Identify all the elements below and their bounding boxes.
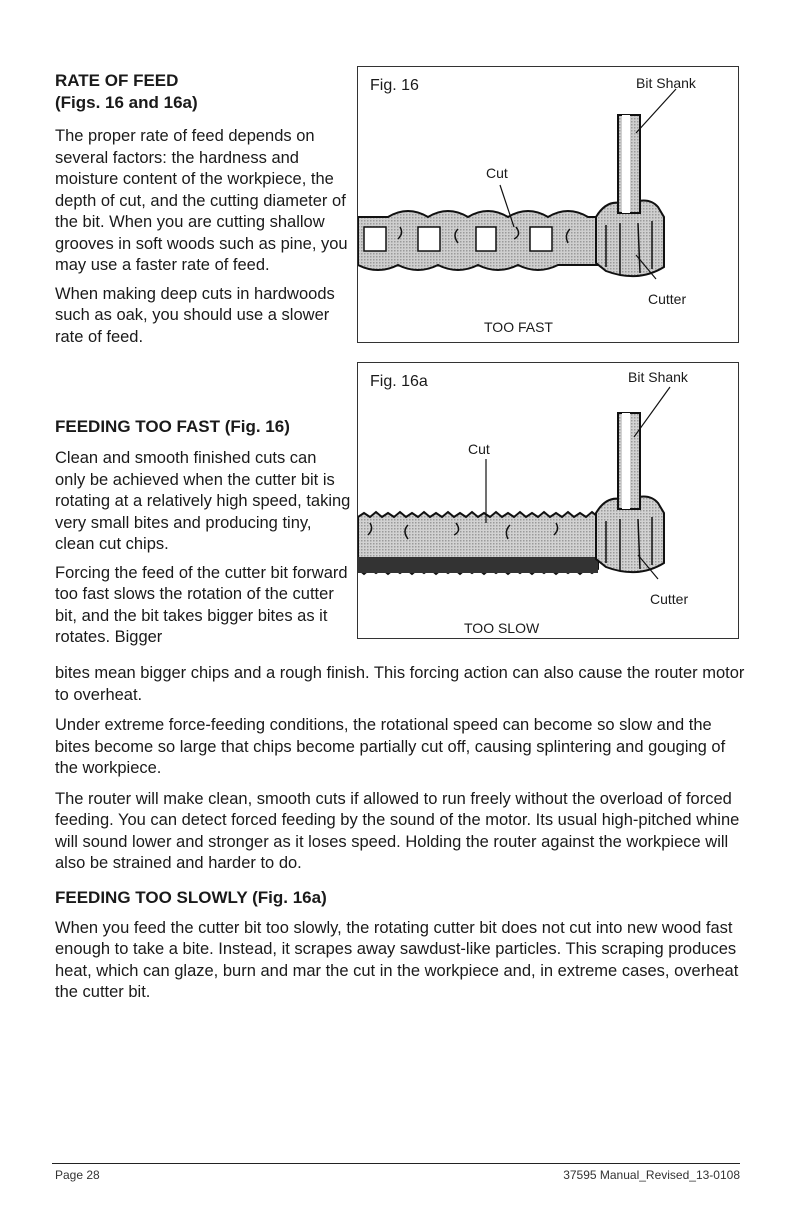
footer-page-number: Page 28 (55, 1168, 100, 1182)
footer-document-id: 37595 Manual_Revised_13-0108 (563, 1168, 740, 1182)
too-fast-heading: FEEDING TOO FAST (Fig. 16) (55, 417, 290, 436)
rate-of-feed-para-1: The proper rate of feed depends on several factors: the hardness and moisture content of the workpiece, the depth of cut, and the cutting diameter of the bit. When you are cutting shallow grooves in soft woods such as pine, you may use a faster rate of feed. (55, 127, 348, 274)
too-slow-para-1: When you feed the cutter bit too slowly, the rotating cutter bit does not cut into new wood fast enough to take a bite. Instead, it scrapes away sawdust-like particles. This scraping produces heat, which can glaze, burn and mar the cut in the workpiece and, in extreme cases, overheat the cutter bit. (55, 918, 739, 1001)
full-width-body (55, 663, 745, 1004)
too-fast-para-3: Under extreme force-feeding conditions, the rotational speed can become so slow and the bites become so large that chips become partially cut off, causing splintering and gouging of the workpiece. (55, 716, 726, 777)
figure-16-cutter-label: Cutter (648, 291, 687, 307)
figure-16-caption: TOO FAST (484, 319, 553, 335)
too-fast-para-2b: bites mean bigger chips and a rough finish. This forcing action can also cause the router motor to overheat. (55, 664, 745, 704)
figure-16a-cut-label: Cut (468, 441, 490, 457)
too-fast-para-2a: Forcing the feed of the cutter bit forward too fast slows the rotation of the cutter bit, and the bit takes bigger bites as it rotates. Bigger (55, 563, 348, 646)
rate-of-feed-para-2: When making deep cuts in hardwoods such as oak, you should use a slower rate of feed. (55, 284, 335, 346)
figure-16-label: Fig. 16 (370, 77, 419, 94)
figure-16a-caption: TOO SLOW (464, 620, 540, 636)
rate-of-feed-subheading: (Figs. 16 and 16a) (55, 93, 198, 112)
rate-of-feed-body (55, 126, 355, 348)
figure-16a-bit-shank-label: Bit Shank (628, 369, 688, 385)
footer-rule (52, 1163, 740, 1164)
too-fast-body (55, 448, 351, 649)
rate-of-feed-heading: RATE OF FEED (55, 71, 179, 90)
too-fast-para-4: The router will make clean, smooth cuts if allowed to run freely without the overload of forced feeding. You can detect forced feeding by the sound of the motor. Its usual high-pitched whine will sound lower and stronger as it loses speed. Holding the router against the workpiece will also be strained and harder to do. (55, 789, 740, 872)
too-slow-heading: FEEDING TOO SLOWLY (Fig. 16a) (55, 887, 327, 907)
figure-16a-cutter-label: Cutter (650, 591, 689, 607)
too-fast-para-1: Clean and smooth finished cuts can only be achieved when the cutter bit is rotating at a relatively high speed, taking very small bites and producing tiny, clean cut chips. (55, 449, 351, 553)
figure-16-cut-label: Cut (486, 165, 508, 181)
figure-16a (357, 362, 739, 639)
figure-16 (357, 66, 739, 343)
figure-16-bit-shank-label: Bit Shank (636, 75, 696, 91)
figure-16a-label: Fig. 16a (370, 373, 428, 390)
